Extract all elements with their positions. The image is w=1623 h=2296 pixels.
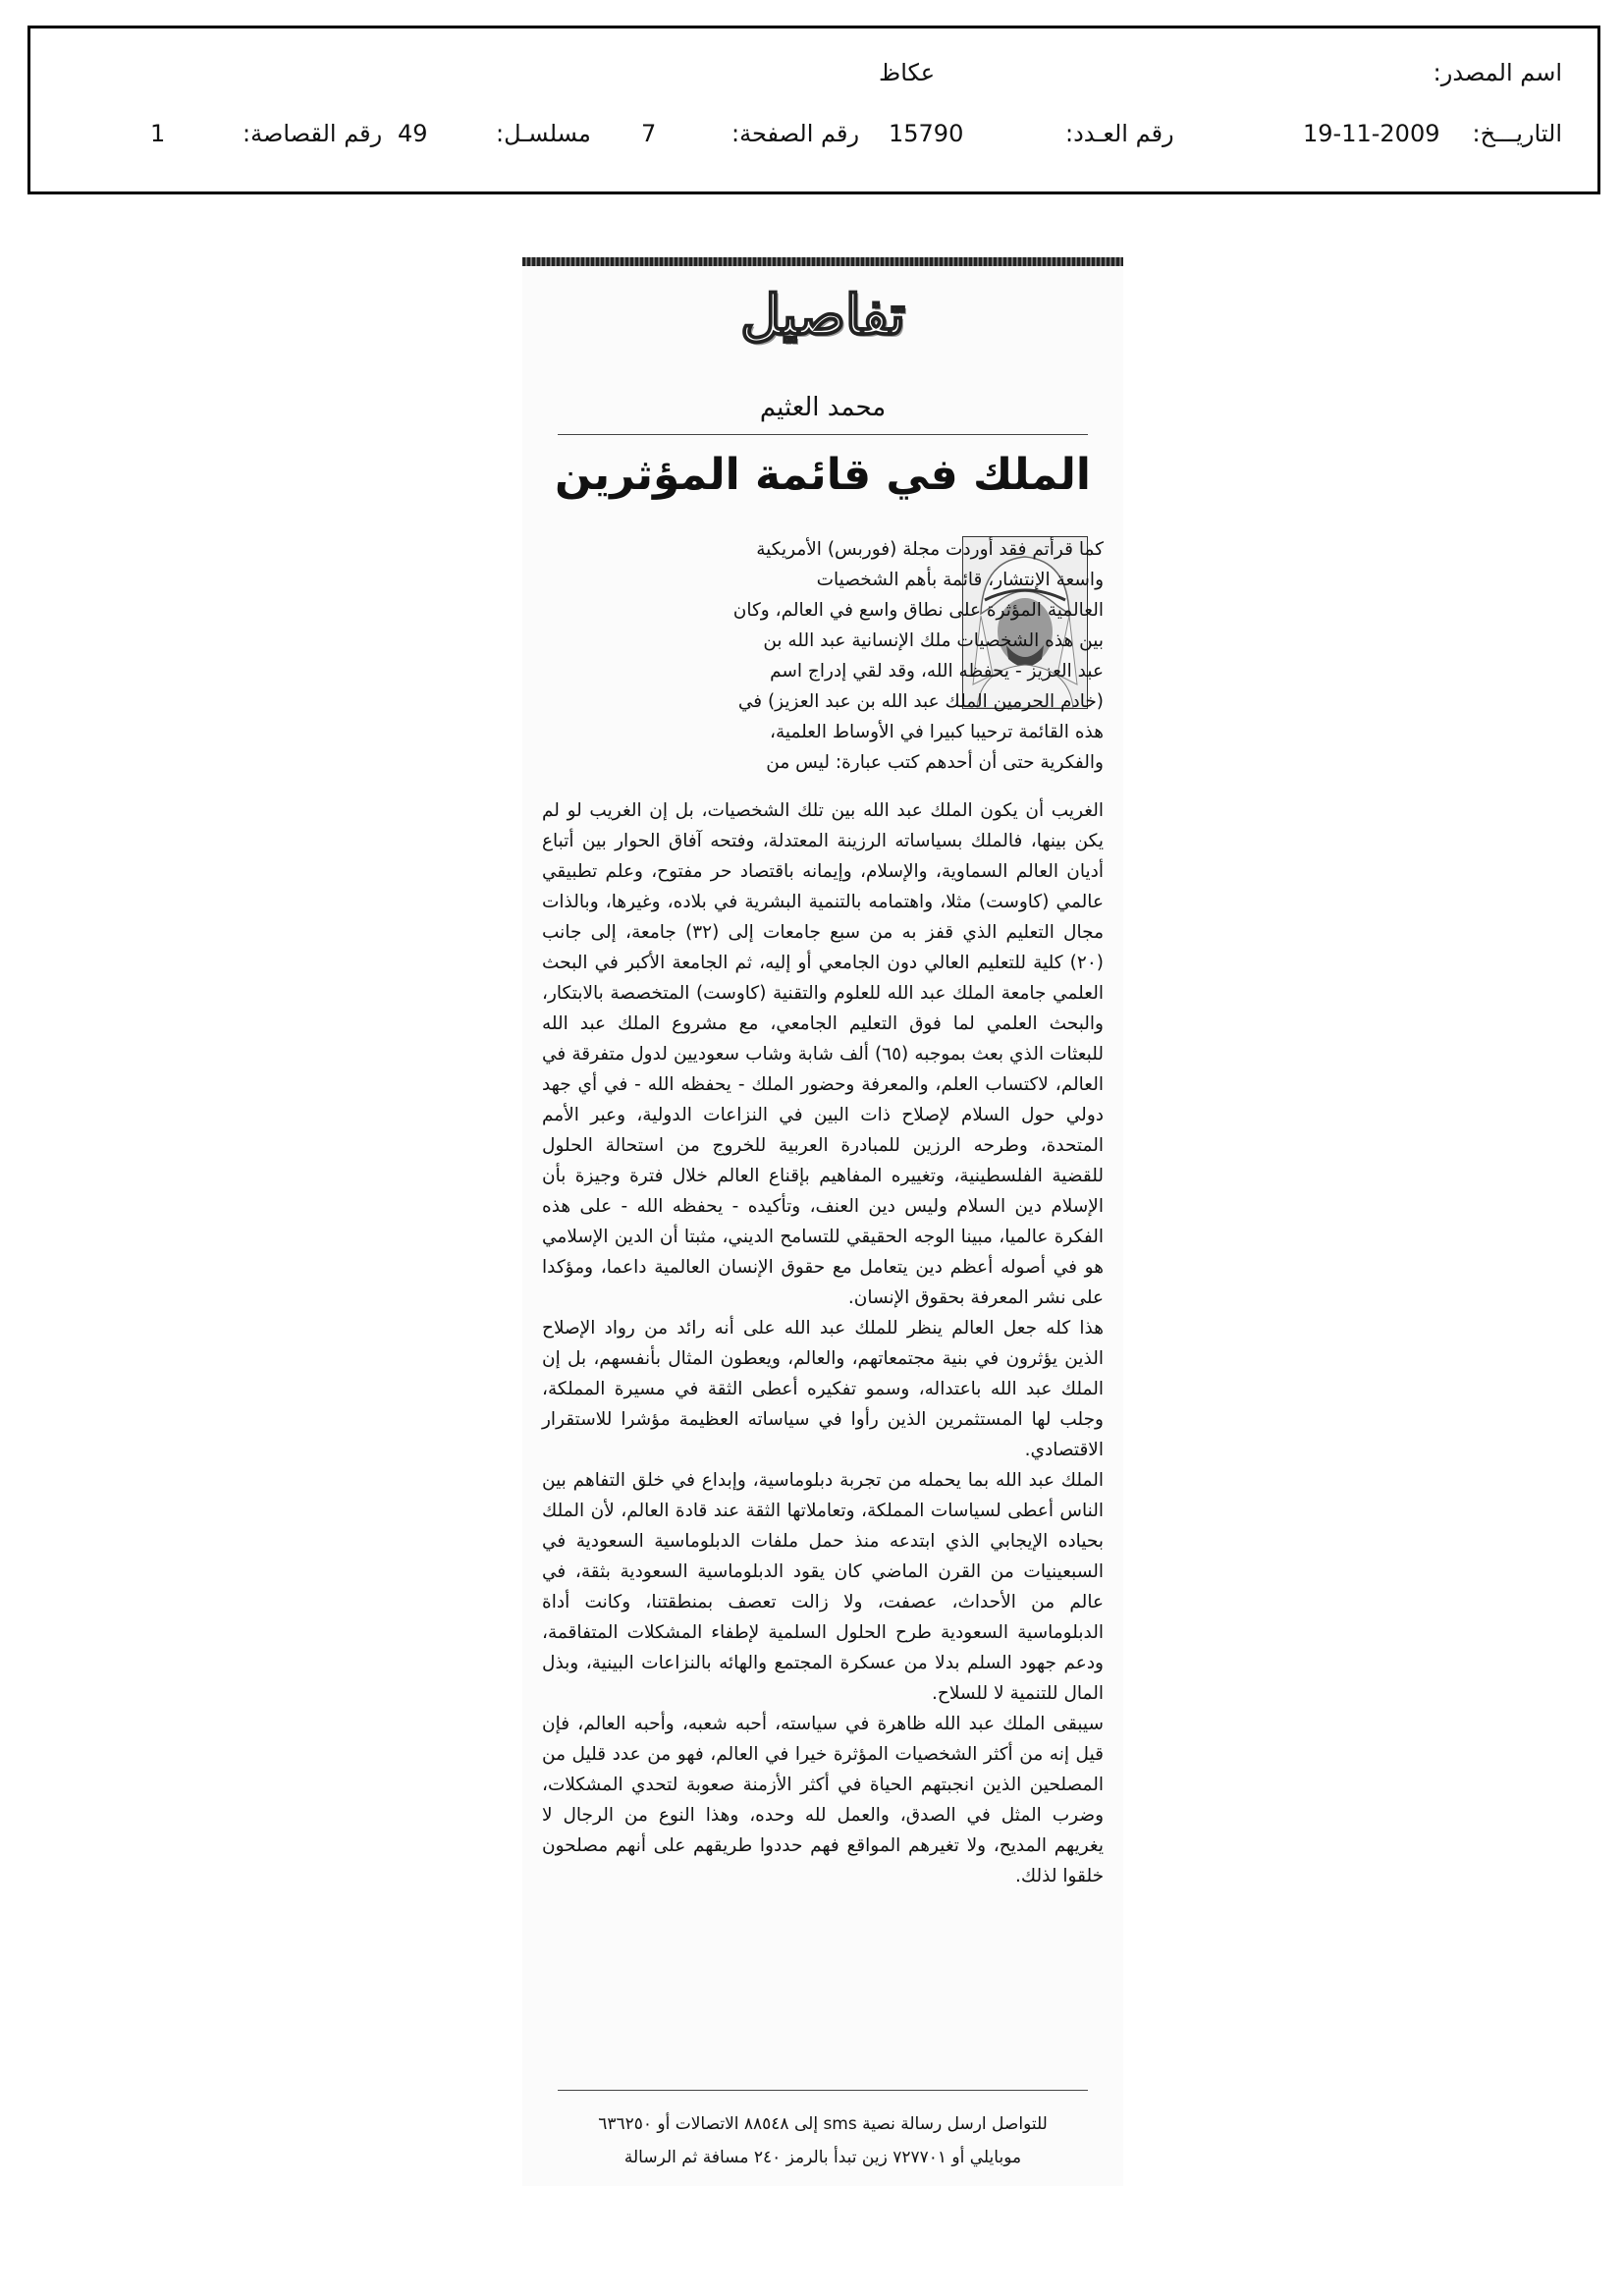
intro-line: بين هذه الشخصيات ملك الإنسانية عبد الله بن — [763, 630, 1104, 651]
clipping-header — [27, 26, 1600, 194]
intro-line: كما قرأتم فقد أوردت مجلة (فوربس) الأمريكية — [756, 539, 1104, 560]
contact-info — [552, 2107, 1094, 2174]
issue-label: رقم العـدد: — [1065, 120, 1174, 147]
date-label: التاريـــخ: — [1472, 120, 1562, 147]
date-value: 19-11-2009 — [1303, 120, 1440, 147]
column-name: تفاصيل — [740, 283, 905, 348]
source-label: اسم المصدر: — [1433, 59, 1562, 86]
serial-value: 49 — [398, 120, 428, 147]
clipping-top-rule — [522, 257, 1123, 266]
page-label: رقم الصفحة: — [731, 120, 860, 147]
intro-line: هذه القائمة ترحيبا كبيرا في الأوساط العلمية، — [769, 722, 1104, 742]
article-intro — [707, 534, 1104, 778]
author-divider — [558, 434, 1088, 435]
article-body — [542, 795, 1104, 1891]
intro-line: (خادم الحرمين الملك عبد الله بن عبد العزيز) في — [737, 691, 1104, 712]
newspaper-clipping — [522, 257, 1123, 2186]
serial-label: مسلسـل: — [496, 120, 591, 147]
issue-value: 15790 — [889, 120, 964, 147]
clipping-label: رقم القصاصة: — [243, 120, 383, 147]
body-paragraph: الغريب أن يكون الملك عبد الله بين تلك الشخصيات، بل إن الغريب لو لم يكن بينها، فالملك بسياساته الرزينة المعتدلة، وفتحه آفاق الحوار بين أتباع أديان العالم السماوية، والإسلام، وإيمانه باقتصاد حر مفتوح، وعلم تطبيقي عالمي (كاوست) مثلا، واهتمامه بالتنمية البشرية في بلاده، وغيرها، وبالذات مجال التعليم الذي قفز به من سبع جامعات إلى (٣٢) جامعة، إلى جانب (٢٠) كلية للتعليم العالي دون الجامعي أو إليه، ثم الجامعة الأكبر في البحث العلمي جامعة الملك عبد الله للعلوم والتقنية (كاوست) المتخصصة بالابتكار، والبحث العلمي لما فوق التعليم الجامعي، مع مشروع الملك عبد الله للبعثات الذي بعث بموجبه (٦٥) ألف شابة وشاب سعوديين لدول متفرقة في العالم، لاكتساب العلم، والمعرفة وحضور الملك - يحفظه الله - في أي جهد دولي حول السلام لإصلاح ذات البين في النزاعات الدولية، وعبر الأمم المتحدة، وطرحه الرزين للمبادرة العربية للخروج من استحالة الحلول للقضية الفلسطينية، وتغييره المفاهيم بإقناع العالم خلال فترة وجيزة بأن الإسلام دين السلام وليس دين العنف، وتأكيده - يحفظه الله - على هذه الفكرة عالميا، مبينا الوجه الحقيقي للتسامح الديني، مثبتا أن الدين الإسلامي هو في أصوله أعظم دين يتعامل مع حقوق الإنسان العالمية داعما، ومؤكدا على نشر المعرفة بحقوق الإنسان. — [542, 800, 1104, 1308]
intro-line: واسعة الإنتشار، قائمة بأهم الشخصيات — [816, 570, 1104, 590]
headline: الملك في قائمة المؤثرين — [554, 450, 1092, 500]
footer-divider — [558, 2090, 1088, 2091]
body-paragraph: هذا كله جعل العالم ينظر للملك عبد الله على أنه رائد من رواد الإصلاح الذين يؤثرون في بنية مجتمعاتهم، والعالم، ويعطون المثال بأنفسهم، بل إن الملك عبد الله باعتداله، وسمو تفكيره أعطى الثقة في مسيرة المملكة، وجلب لها المستثمرين الذين رأوا في سياساته العظيمة مؤشرا للاستقرار الاقتصادي. — [542, 1318, 1104, 1460]
clipping-value: 1 — [150, 120, 166, 147]
contact-line: موبايلي أو ٧٢٧٧٠١ زين تبدأ بالرمز ٢٤٠ مسافة ثم الرسالة — [623, 2148, 1022, 2167]
intro-line: عبد العزيز - يحفظه الله، وقد لقي إدراج اسم — [770, 661, 1104, 682]
intro-line: والفكرية حتى أن أحدهم كتب عبارة: ليس من — [766, 752, 1104, 773]
author-name: محمد العثيم — [759, 393, 887, 422]
body-paragraph: الملك عبد الله بما يحمله من تجربة دبلوماسية، وإبداع في خلق التفاهم بين الناس أعطى لسياسات المملكة، وتعاملاتها الثقة عند قادة العالم، لأن الملك بحياده الإيجابي الذي ابتدعه منذ حمل ملفات الدبلوماسية السعودية في السبعينيات من القرن الماضي كان يقود الدبلوماسية السعودية بثقة، في عالم من الأحداث، عصفت، ولا زالت تعصف بمنطقتنا، وكانت أداة الدبلوماسية السعودية طرح الحلول السلمية لإطفاء المشكلات المتفاقمة، ودعم جهود السلم بدلا من عسكرة المجتمع والهائه بالنزاعات البينية، وبذل المال للتنمية لا للسلاح. — [542, 1470, 1104, 1704]
page-value: 7 — [641, 120, 657, 147]
intro-line: العالمية المؤثرة على نطاق واسع في العالم، وكان — [732, 600, 1104, 621]
body-paragraph: سيبقى الملك عبد الله ظاهرة في سياسته، أحبه شعبه، وأحبه العالم، فإن قيل إنه من أكثر الشخصيات المؤثرة خيرا في العالم، فهو من عدد قليل من المصلحين الذين انجبتهم الحياة في أكثر الأزمنة صعوبة لتحدي المشكلات، وضرب المثل في الصدق، والعمل لله وحده، وهذا النوع من الرجال لا يغريهم المديح، ولا تغيرهم المواقع فهم حددوا طريقهم على أنهم مصلحون خلقوا لذلك. — [542, 1714, 1104, 1886]
contact-line: للتواصل ارسل رسالة نصية sms إلى ٨٨٥٤٨ الاتصالات أو ٦٣٦٢٥٠ — [598, 2114, 1048, 2134]
source-value: عكاظ — [879, 59, 936, 86]
